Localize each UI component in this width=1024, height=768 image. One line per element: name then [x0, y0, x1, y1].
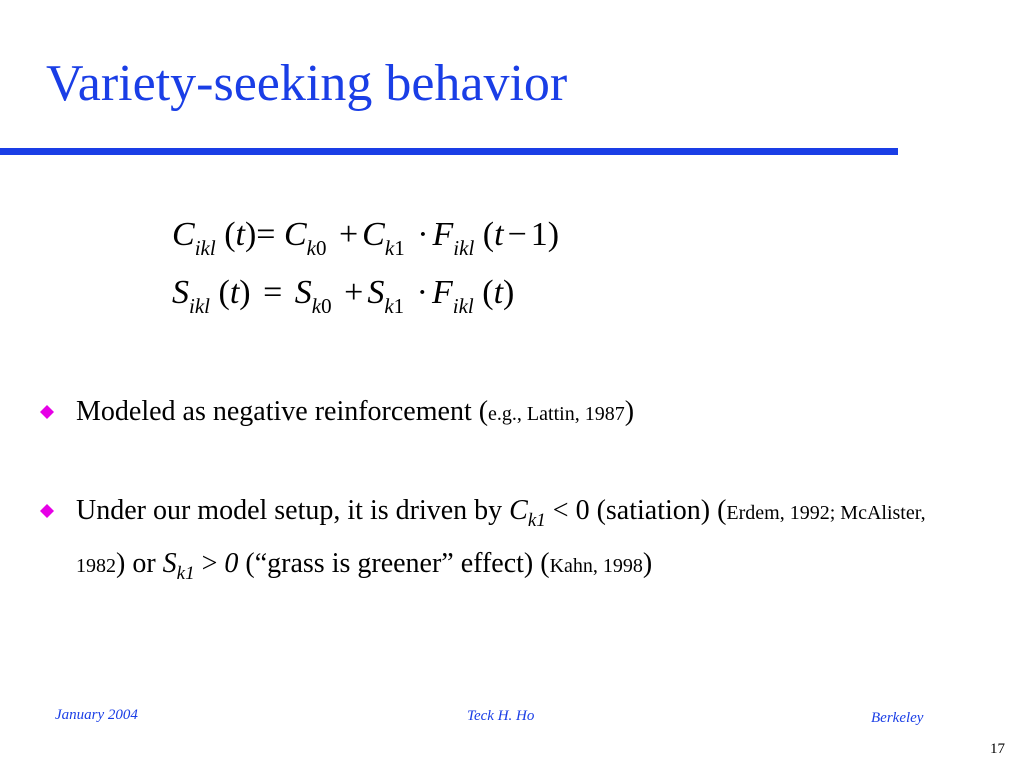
eq-sub-num: 0	[315, 236, 327, 260]
inline-symbol: C	[509, 495, 528, 526]
eq-operator: ·	[416, 274, 428, 311]
eq-paren: (	[482, 216, 495, 253]
eq-paren: )	[239, 274, 251, 311]
inline-symbol: S	[162, 548, 177, 579]
bullet-text	[76, 390, 970, 436]
bullet-text-part: )	[642, 548, 653, 579]
eq-number: 1	[530, 216, 548, 253]
eq-symbol: C	[362, 216, 385, 253]
eq-symbol: t	[494, 216, 504, 253]
bullet-text-part: (“grass is greener” effect) (	[238, 548, 550, 579]
eq-symbol: S	[367, 274, 385, 311]
eq-paren: (	[482, 274, 494, 311]
eq-symbol: F	[431, 274, 453, 311]
bullet-text-part: ) or	[116, 548, 163, 579]
eq-subscript: ikl	[452, 294, 474, 318]
footer-author: Teck H. Ho	[467, 708, 535, 724]
eq-sub-k: k	[311, 294, 322, 318]
eq-operator: =	[263, 274, 283, 311]
diamond-bullet-icon	[40, 405, 54, 419]
eq-paren: (	[218, 274, 230, 311]
eq-subscript: ikl	[453, 236, 475, 260]
eq-subscript: ikl	[189, 294, 210, 318]
eq-sub-k: k	[384, 294, 394, 318]
bullet-text-part: Under our model setup, it is driven by	[76, 495, 510, 526]
eq-subscript	[385, 236, 405, 260]
eq-sub-num: 1	[394, 236, 405, 260]
citation: Kahn, 1998	[549, 555, 643, 577]
bullet-text	[76, 489, 970, 595]
eq-paren: )	[547, 216, 560, 253]
eq-symbol: S	[172, 274, 189, 311]
eq-symbol: C	[283, 216, 307, 253]
bullet-text-part: >	[194, 548, 225, 579]
bullet-text-part: Modeled as negative reinforcement (	[76, 396, 489, 427]
inline-subscript: k1	[527, 510, 546, 531]
eq-subscript	[384, 294, 404, 318]
equation-line-2	[172, 276, 514, 317]
eq-sub-num: 1	[393, 294, 405, 318]
eq-symbol: t	[229, 274, 240, 311]
eq-operator: +	[344, 274, 364, 311]
inline-subscript: k1	[176, 563, 195, 584]
eq-symbol: C	[172, 216, 195, 253]
eq-symbol: S	[294, 274, 312, 311]
footer-date: January 2004	[55, 707, 138, 723]
eq-symbol: t	[235, 216, 245, 253]
eq-symbol: t	[493, 274, 504, 311]
eq-symbol: F	[432, 216, 454, 253]
citation: e.g., Lattin, 1987	[488, 403, 625, 425]
bullet-item	[40, 489, 970, 595]
eq-operator: ·	[417, 216, 429, 253]
eq-paren: (	[224, 216, 236, 253]
eq-sub-k: k	[306, 236, 316, 260]
eq-subscript: ikl	[194, 236, 216, 260]
bullet-text-part: )	[624, 396, 635, 427]
page-number: 17	[990, 741, 1005, 757]
eq-operator: −	[507, 216, 527, 253]
eq-subscript	[307, 236, 327, 260]
eq-sub-k: k	[384, 236, 395, 260]
diamond-bullet-icon	[40, 504, 54, 518]
footer-place: Berkeley	[871, 710, 924, 726]
bullet-item	[40, 390, 970, 436]
bullet-text-part: < 0 (satiation) (	[545, 495, 727, 526]
inline-symbol: 0	[224, 548, 239, 579]
eq-paren: )	[503, 274, 515, 311]
title-underline	[0, 148, 898, 155]
eq-operator: )=	[244, 216, 276, 253]
citation: Erdem, 1992; McAlister, 1982	[76, 502, 926, 577]
eq-sub-num: 0	[321, 294, 332, 318]
eq-operator: +	[338, 216, 359, 253]
equation-line-1	[172, 218, 559, 259]
slide-title: Variety-seeking behavior	[46, 55, 568, 112]
eq-subscript	[312, 294, 332, 318]
